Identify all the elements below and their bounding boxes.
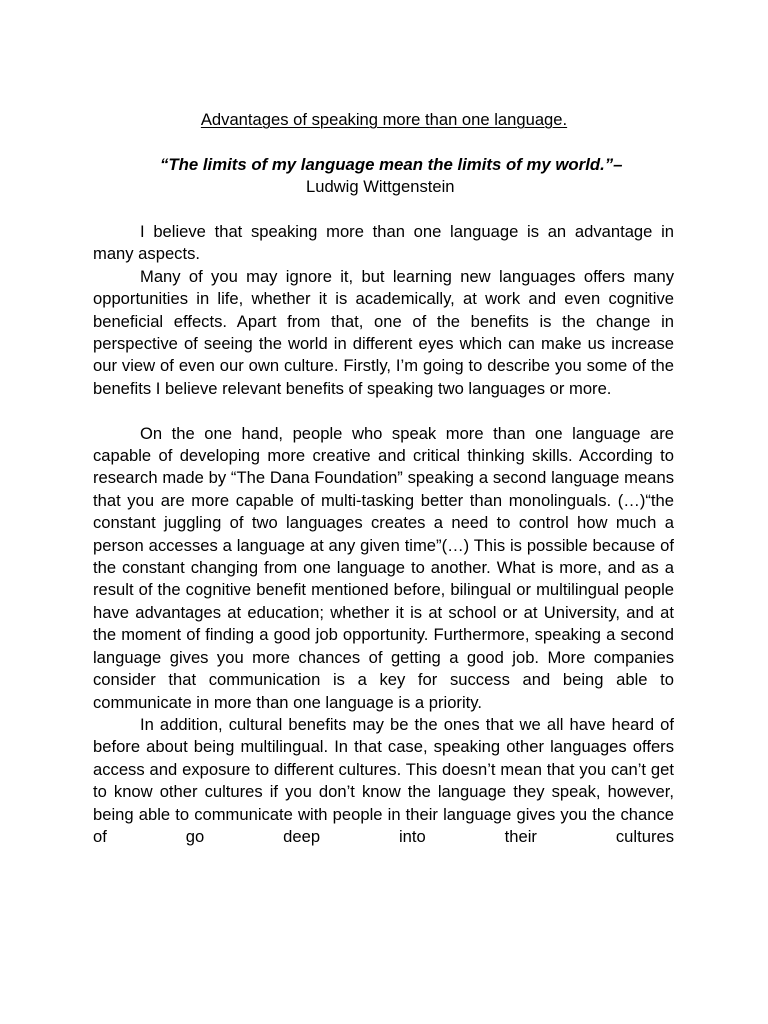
paragraph: I believe that speaking more than one language is an advantage in many aspects. xyxy=(93,222,674,264)
document-title: Advantages of speaking more than one language. xyxy=(200,110,568,129)
epigraph-quote: “The limits of my language mean the limits of my world.”– xyxy=(160,155,623,174)
paragraph: In addition, cultural benefits may be the ones that we all have heard of before about being multilingual. In that case, speaking other languages offers access and exposure to different cultures. This doesn’t mean that you can’t get to know other cultures if you don’t know the language they speak, however, being able to communicate with people in their language gives you the chance of go deep into their cultures xyxy=(93,714,674,846)
epigraph-author: Ludwig Wittgenstein xyxy=(306,177,455,196)
paragraph: On the one hand, people who speak more than one language are capable of developing more creative and critical thinking skills. According to research made by “The Dana Foundation” speaking a second language means that you are more capable of multi-tasking better than monolinguals. (…)“the constant juggling of two languages creates a need to control how much a person accesses a language at any given time”(…) This is possible because of the constant changing from one language to another. What is more, and as a result of the cognitive benefit mentioned before, bilingual or multilingual people have advantages at education; whether it is at school or at University, and at the moment of finding a good job opportunity. Furthermore, speaking a second language gives you more chances of getting a good job. More companies consider that communication is a key for success and being able to communicate in more than one language is a priority. xyxy=(93,423,674,712)
paragraph: Many of you may ignore it, but learning new languages offers many opportunities in life, whether it is academically, at work and even cognitive beneficial effects. Apart from that, one of the benefits is the change in perspective of seeing the world in different eyes which can make us increase our view of even our own culture. Firstly, I’m going to describe you some of the benefits I believe relevant benefits of speaking two languages or more. xyxy=(93,266,674,398)
document-body xyxy=(93,221,674,848)
